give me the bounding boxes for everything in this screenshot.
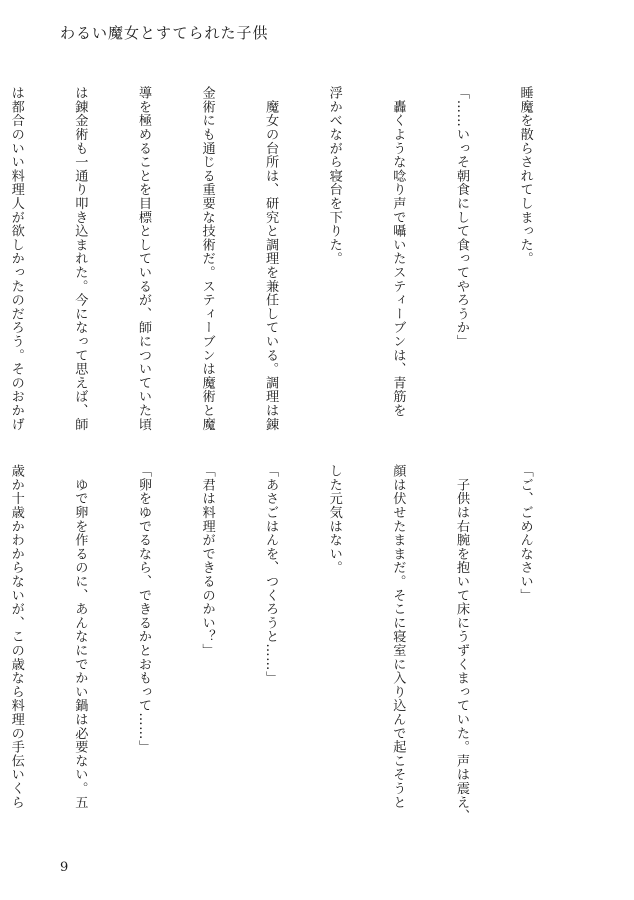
text-line: 轟くような唸り声で囁いたスティーブンは、青筋を bbox=[390, 86, 406, 418]
text-line: した元気はない。 bbox=[326, 464, 342, 575]
text-line: 睡魔を散らされてしまった。 bbox=[517, 86, 533, 266]
text-line: 顔は伏せたままだ。そこに寝室に入り込んで起こそうと bbox=[390, 464, 406, 809]
text-block-top bbox=[0, 86, 578, 446]
text-line: 金術にも通じる重要な技術だ。スティーブンは魔術と魔 bbox=[199, 86, 215, 431]
text-line: 「……いっそ朝食にして食ってやろうか」 bbox=[453, 86, 469, 349]
running-header: わるい魔女とすてられた子供 bbox=[60, 24, 269, 42]
text-line: 歳か十歳かわからないが、この歳なら料理の手伝いくら bbox=[8, 464, 24, 809]
text-line: 「あさごはんを、つくろうと……」 bbox=[263, 464, 279, 685]
text-line: ゆで卵を作るのに、あんなにでかい鍋は必要ない。五 bbox=[72, 464, 88, 809]
text-line: は都合のいい料理人が欲しかったのだろう。そのおかげ bbox=[8, 86, 24, 431]
text-line: は錬金術も一通り叩き込まれた。今になって思えば、師 bbox=[72, 86, 88, 431]
text-line: 魔女の台所は、研究と調理を兼任している。調理は錬 bbox=[263, 86, 279, 431]
text-block-bottom bbox=[0, 464, 578, 834]
text-line: 「卵をゆでるなら、できるかとおもって……」 bbox=[135, 464, 151, 754]
text-line: 子供は右腕を抱いて床にうずくまっていた。声は震え、 bbox=[453, 464, 469, 823]
text-line: 「ご、ごめんなさい」 bbox=[517, 464, 533, 602]
text-line: 浮かべながら寝台を下りた。 bbox=[326, 86, 342, 266]
page-number: 9 bbox=[60, 860, 69, 875]
text-line: 導を極めることを目標としているが、師についていた頃 bbox=[135, 86, 151, 431]
text-line: 「君は料理ができるのかい？」 bbox=[199, 464, 215, 658]
